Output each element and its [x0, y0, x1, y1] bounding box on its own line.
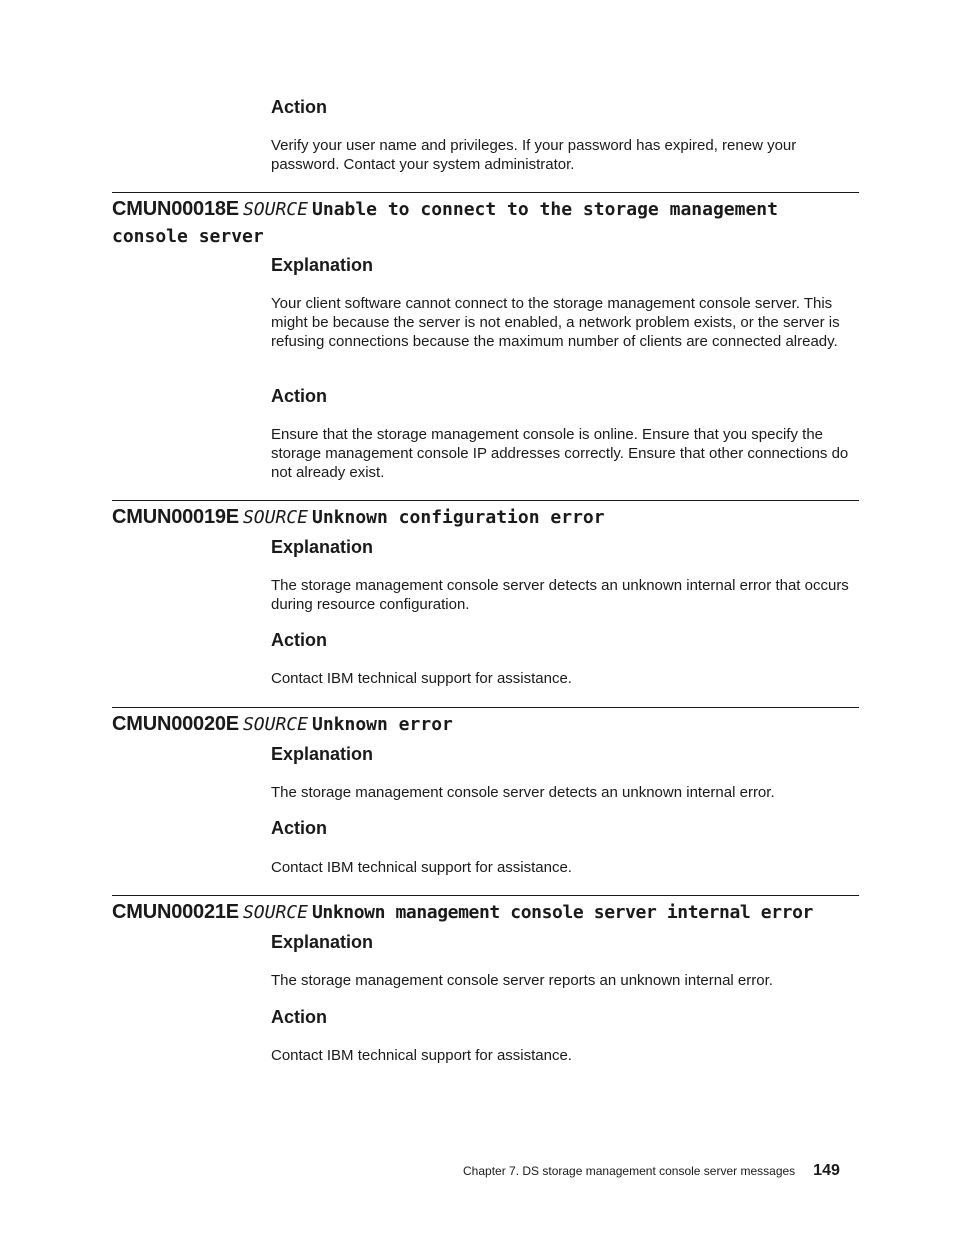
action-heading: Action [271, 818, 327, 838]
action-text: Ensure that the storage management console is online. Ensure that you specify the storage management console IP addresses correctly. Ensure that other connections do not already exist. [271, 426, 849, 481]
message-title: Unknown error [311, 714, 453, 735]
explanation-text: The storage management console server reports an unknown internal error. [271, 972, 773, 989]
footer-chapter: Chapter 7. DS storage management console server messages [463, 1164, 796, 1178]
message-heading [112, 708, 859, 739]
page-number: 149 [813, 1162, 840, 1179]
action-heading: Action [271, 386, 327, 406]
message-heading [112, 896, 859, 927]
message-code: CMUN00019E [112, 506, 239, 528]
intro-action-heading: Action [271, 97, 327, 117]
message-cmun00021e [112, 895, 859, 927]
message-source: SOURCE [242, 199, 308, 220]
message-title: Unable to connect to the storage management console server [112, 199, 778, 247]
explanation-heading: Explanation [271, 537, 374, 557]
message-title: Unknown management console server internal error [311, 902, 813, 923]
message-heading [112, 501, 859, 532]
message-cmun00019e [112, 500, 859, 532]
message-cmun00018e [112, 192, 859, 251]
message-cmun00020e [112, 707, 859, 739]
explanation-heading: Explanation [271, 932, 374, 952]
page-footer [463, 1162, 859, 1180]
message-source: SOURCE [242, 714, 308, 735]
action-heading: Action [271, 630, 327, 650]
message-code: CMUN00020E [112, 713, 239, 735]
explanation-text: The storage management console server detects an unknown internal error that occurs during resource configuration. [271, 577, 849, 613]
action-heading: Action [271, 1007, 327, 1027]
action-text: Contact IBM technical support for assistance. [271, 670, 572, 687]
action-text: Contact IBM technical support for assistance. [271, 859, 572, 876]
action-text: Contact IBM technical support for assistance. [271, 1047, 572, 1064]
message-code: CMUN00018E [112, 198, 239, 220]
explanation-heading: Explanation [271, 255, 374, 275]
message-title: Unknown configuration error [311, 507, 605, 528]
explanation-text: The storage management console server detects an unknown internal error. [271, 784, 775, 801]
message-source: SOURCE [242, 507, 308, 528]
explanation-text: Your client software cannot connect to the storage management console server. This might be because the server is not enabled, a network problem exists, or the server is refusing connections because the maximum number of clients are connected already. [271, 295, 840, 350]
message-source: SOURCE [242, 902, 308, 923]
intro-action-text: Verify your user name and privileges. If your password has expired, renew your password. Contact your system administrator. [271, 137, 797, 173]
message-heading [112, 193, 859, 251]
message-code: CMUN00021E [112, 901, 239, 923]
explanation-heading: Explanation [271, 744, 374, 764]
